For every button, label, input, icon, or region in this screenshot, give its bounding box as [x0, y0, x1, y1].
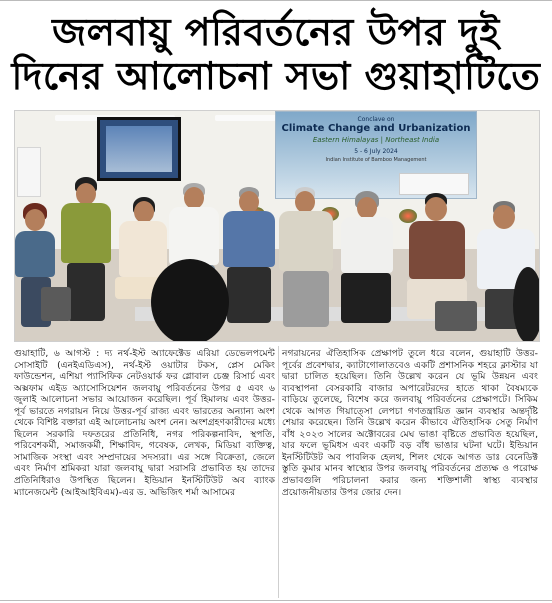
air-conditioner: [17, 147, 41, 197]
headline: [0, 10, 552, 98]
wall-screen: [97, 117, 181, 181]
banner-subtitle: Eastern Himalayas | Northeast India: [312, 136, 440, 144]
article-column-right: নগরায়নের ঐতিহাসিক প্রেক্ষাপট তুলে ধরে বলেন, গুয়াহাটি উত্তর-পূর্বের প্রবেশদ্বার, ক্যাটাগোলাতবেও একটি প্রশাসনিক শহরে ক্লাস্টার যা দ্বারা চালিত হয়েছিল। তিনি উল্লেখ করেন যে ভূমি উন্নয়ন এবং ব্যবস্থাপনা বেসরকারি বাজার অপারেটরদের হাতে থাকা বৈষম্যকে বাড়িয়ে তুলেছে, বিশেষ করে জলবায়ু পরিবর্তনের প্রেক্ষাপটে। সিকিম থেকে আগত গিয়াত্সো লেপচা গণতন্ত্রায়িত জ্ঞান ব্যবস্থার অন্তর্দৃষ্টি শেয়ার করেছেন। তিনি উল্লেখ করেন কীভাবে ঐতিহাসিক সেতু নির্মাণ বাঁধ ২০২৩ সালের অক্টোবরের মেঘ ভাঙা বৃষ্টিতে প্রভাবিত হয়েছিল, যার ফলে ভূমিধস এবং একটি বড় বাঁধ ভাঙার ঘটনা ঘটে। ইন্ডিয়ান ইনস্টিটিউট অব পাবলিক হেলথ, শিলং থেকে আগত ডাঃ বেনেডিক্ট স্তুতি কুমার মানব স্বাস্থ্যের উপর জলবায়ু পরিবর্তনের প্রত্যক্ষ ও পরোক্ষ প্রভাবগুলি পরিচালনা করার জন্য শক্তিশালী স্বাস্থ্য ব্যবস্থার প্রয়োজনীয়তার উপর জোর দেন।: [282, 348, 538, 498]
chair: [41, 287, 71, 321]
banner-title: Climate Change and Urbanization: [281, 123, 471, 134]
banner-dates: 5 - 6 July 2024: [354, 148, 398, 155]
chair: [435, 301, 477, 331]
banner-logos: [399, 173, 469, 195]
banner-pre: Conclave on: [357, 116, 395, 123]
headline-line-1: জলবায়ু পরিবর্তনের উপর দুই: [52, 10, 500, 54]
page-top-rule: [0, 0, 552, 7]
page-bottom-rule: [0, 600, 552, 601]
article-column-left: গুয়াহাটি, ৬ আগস্ট : দ্য নর্থ-ইস্ট অ্যাফেক্টেড এরিয়া ডেভেলপমেন্ট সোসাইটি (এনইএডিএস), নর্থ-ইস্ট ওয়াটার টকস, প্লেস মেকিং ফাউন্ডেশন, এশিয়া প্যাসিফিক নেটওয়ার্ক ফর গ্লোবাল চেঞ্জ রিসার্চ এবং অক্সফাম এইড অ্যাসোসিয়েশন জলবায়ু পরিবর্তনের উপর ৫ এবং ৬ জুলাই আলোচনা সভার আয়োজন করেছিল। পূর্ব হিমালয় এবং উত্তর-পূর্ব ভারতে নগরায়ন নিয়ে উত্তর-পূর্ব রাজ্য এবং ভারতের অন্যান্য অংশ থেকে বিশিষ্ট বক্তারা এই আলোচনায় অংশ নেন। অংশগ্রহণকারীদের মধ্যে ছিলেন সরকারি দফতরের প্রতিনিধি, নগর পরিকল্পনাবিদ, স্থপতি, পরিবেশকর্মী, সমাজকর্মী, শিক্ষাবিদ, গবেষক, লেখক, মিডিয়া ব্যক্তিত্ব, সামাজিক সংস্থা এবং সম্প্রদায়ের সদস্যরা। এর সঙ্গে বিক্রেতা, জেলে এবং নির্মাণ শ্রমিকরা যারা জলবায়ু দ্বারা সরাসরি প্রভাবিত হয় তাদের প্রতিনিধিরাও উপস্থিত ছিলেন। ইন্ডিয়ান ইনস্টিটিউট অব ব্যাংক ম্যানেজমেন্ট (আইআইবিএম)-এর ড. অভিজিৎ শর্মা আসামের: [14, 348, 275, 498]
headline-line-2: দিনের আলোচনা সভা গুয়াহাটিতে: [11, 54, 541, 98]
banner-org: Indian Institute of Bamboo Management: [325, 157, 427, 163]
news-photo: [14, 110, 540, 342]
column-divider: [278, 346, 279, 598]
